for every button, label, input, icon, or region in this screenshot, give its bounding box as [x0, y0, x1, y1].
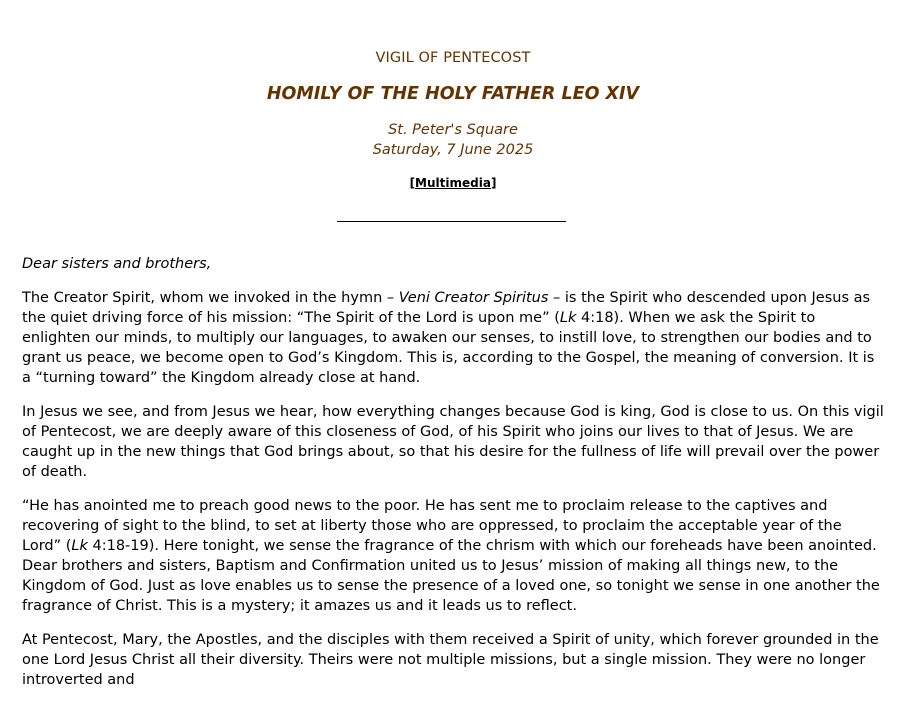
paragraph-3-text-c: 4:18-19). Here tonight, we sense the fragrance of the chrism with which our foreheads have been anointed. Dear brothers and sisters, Baptism and Confirmation united us to Jesus’ mission of making all things new, to the Kingdom of God. Just as love enables us to sense the presence of a loved one, so tonight we sense in one another the fragrance of Christ. This is a mystery; it amazes us and it leads us to reflect.	[22, 538, 880, 614]
separator-line	[337, 221, 566, 222]
scripture-ref-book: Lk	[71, 538, 88, 554]
greeting	[22, 254, 884, 274]
paragraph-1	[22, 288, 884, 388]
date-line: Saturday, 7 June 2025	[372, 142, 534, 158]
multimedia-bracket-open: [	[409, 176, 416, 190]
paragraph-2: In Jesus we see, and from Jesus we hear, how everything changes because God is king, God is close to us. On this vigil of Pentecost, we are deeply aware of this closeness of God, of his Spirit who joins our lives to that of Jesus. We are caught up in the new things that God brings about, so that his desire for the fullness of life will prevail over the power of death.	[22, 404, 884, 480]
homily-body	[22, 254, 884, 704]
scripture-ref-book: Lk	[559, 310, 577, 326]
multimedia-link-block	[22, 176, 884, 190]
paragraph-1-text-e: 4:18). When we ask the Spirit to enlighten our minds, to multiply our languages, to awaken our senses, to instill love, to strengthen our bodies and to grant us peace, we become open to God’s Kingdom. This is, according to the Gospel, the meaning of conversion. It is a “turning toward” the Kingdom already close at hand.	[22, 310, 875, 386]
place-line: St. Peter's Square	[388, 122, 518, 138]
multimedia-bracket-close: ]	[490, 176, 497, 190]
place-and-date	[22, 120, 884, 160]
paragraph-3	[22, 496, 884, 616]
paragraph-3-text-a: “He has anointed me to preach good news to the poor. He has sent me to proclaim release to the captives and recovering of sight to the blind, to set at liberty those who are oppressed, to proclaim the acceptable year of the Lord” (	[22, 498, 842, 554]
paragraph-1-text-c: – is the Spirit who descended upon Jesus as the quiet driving force of his mission: “The Spirit of the Lord is upon me” (	[22, 290, 871, 326]
multimedia-link[interactable]: Multimedia	[415, 176, 491, 190]
occasion-heading: VIGIL OF PENTECOST	[375, 50, 531, 66]
page-title: HOMILY OF THE HOLY FATHER LEO XIV	[266, 84, 640, 104]
paragraph-4: At Pentecost, Mary, the Apostles, and the disciples with them received a Spirit of unity, which forever grounded in the one Lord Jesus Christ all their diversity. Theirs were not multiple missions, but a single mission. They were no longer introverted and	[22, 632, 879, 688]
greeting-text: Dear sisters and brothers,	[22, 256, 212, 272]
hymn-title: Veni Creator Spiritus	[398, 290, 549, 306]
paragraph-1-text-a: The Creator Spirit, whom we invoked in the hymn –	[22, 290, 399, 306]
